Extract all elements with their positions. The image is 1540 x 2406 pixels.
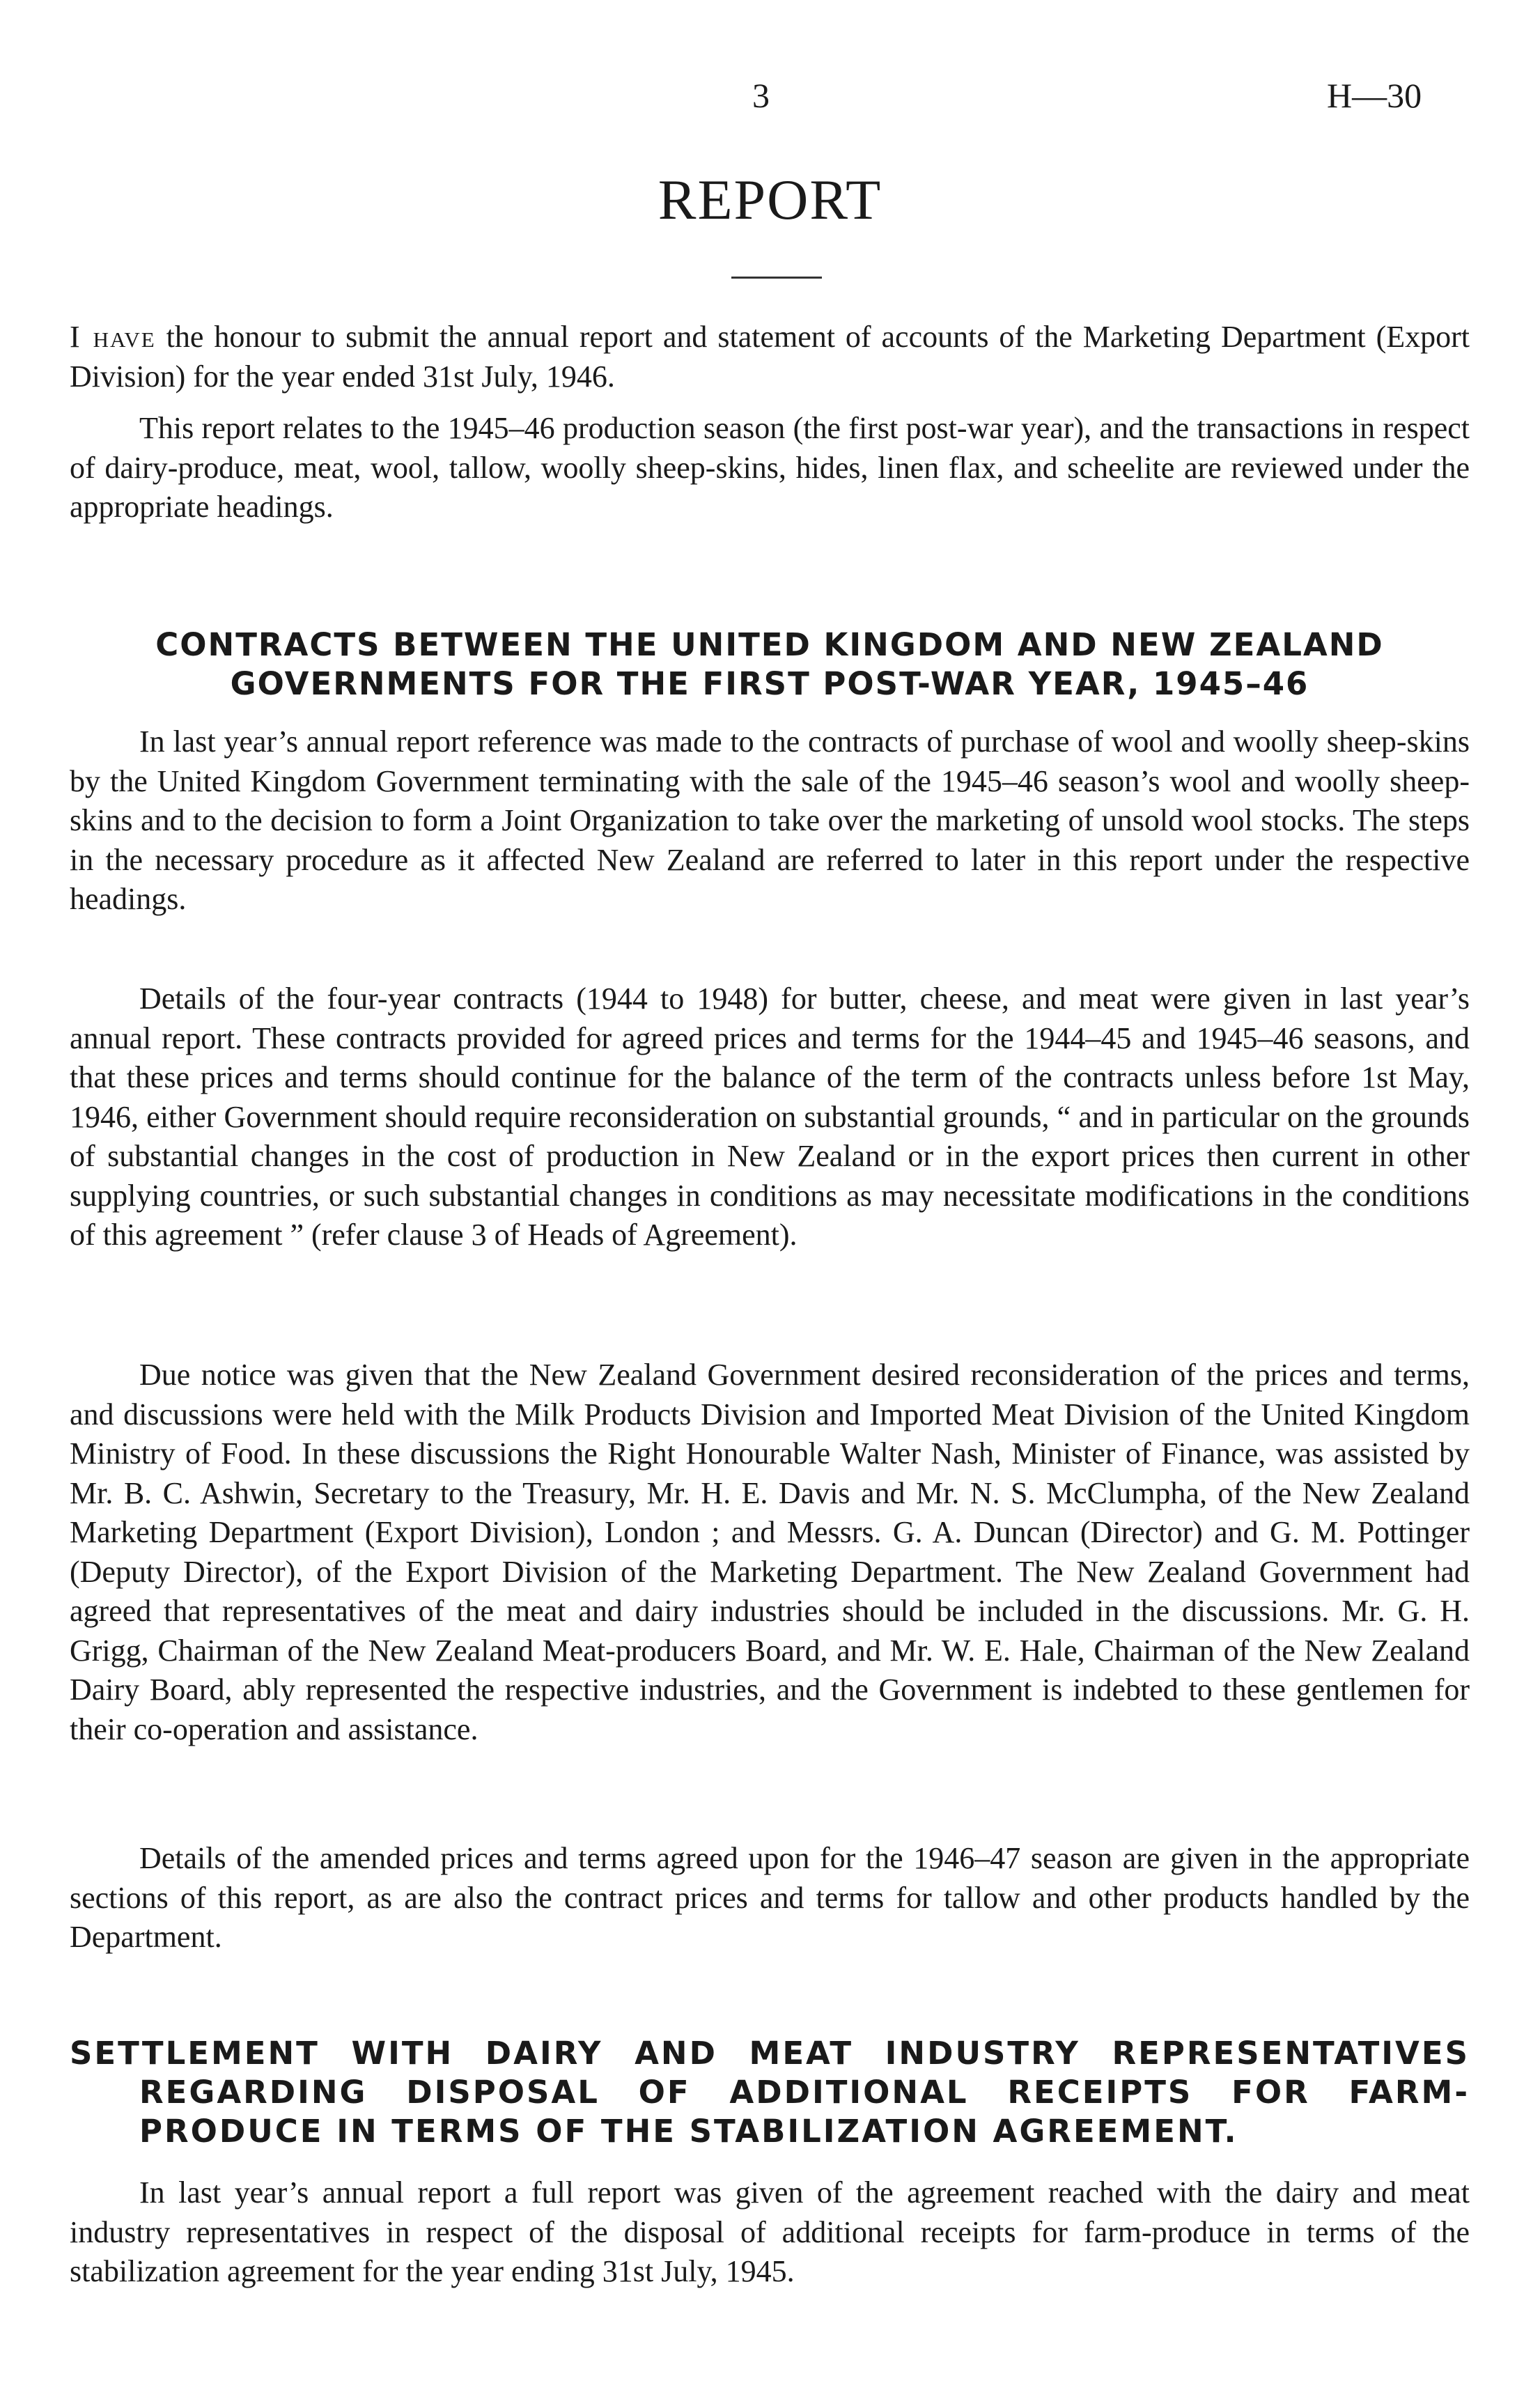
intro-paragraph-1-text: the honour to submit the annual report and statement of accounts of the Marketing Department (Export Division) for the year ended 31st July, 1946. xyxy=(70,320,1470,394)
document-reference: H—30 xyxy=(1327,76,1422,115)
title-rule xyxy=(731,277,822,279)
contracts-paragraph-2: Details of the four-year contracts (1944 to 1948) for butter, cheese, and meat were given in last year’s annual report. These contracts provided for agreed prices and terms for the 1944–45 and 1945–46 seasons, and that these prices and terms should continue for the balance of the term of the contracts unless before 1st May, 1946, either Government should require reconsideration on substantial grounds, “ and in particular on the grounds of substantial changes in the cost of production in New Zealand or in the export prices then current in other supplying countries, or such substantial changes in conditions as may necessitate modifications in the conditions of this agreement ” (refer clause 3 of Heads of Agreement). xyxy=(70,981,1470,1252)
contracts-heading-line-1: CONTRACTS BETWEEN THE UNITED KINGDOM AND NEW ZEALAND xyxy=(155,626,1384,663)
settlement-section-heading: SETTLEMENT WITH DAIRY AND MEAT INDUSTRY REPRESENTATIVES REGARDING DISPOSAL OF ADDITIONAL RECEIPTS FOR FARM-PRODUCE IN TERMS OF THE STABILIZATION AGREEMENT. xyxy=(70,2035,1470,2150)
report-title: REPORT xyxy=(658,168,882,231)
contracts-paragraph-1: In last year’s annual report reference was made to the contracts of purchase of wool and woolly sheep-skins by the United Kingdom Government terminating with the sale of the 1945–46 season’s wool and woolly sheep-skins and to the decision to form a Joint Organization to take over the marketing of unsold wool stocks. The steps in the necessary procedure as it affected New Zealand are referred to later in this report under the respective headings. xyxy=(70,724,1470,916)
intro-paragraph-2: This report relates to the 1945–46 production season (the first post-war year), and the transactions in respect of dairy-produce, meat, wool, tallow, woolly sheep-skins, hides, linen flax, and scheelite are reviewed under the appropriate headings. xyxy=(70,411,1470,524)
page-number: 3 xyxy=(752,76,770,115)
intro-paragraph-1 xyxy=(70,318,1470,396)
contracts-paragraph-4: Details of the amended prices and terms agreed upon for the 1946–47 season are given in the appropriate sections of this report, as are also the contract prices and terms for tallow and other products handled by the Department. xyxy=(70,1841,1470,1954)
contracts-heading-line-2: GOVERNMENTS FOR THE FIRST POST-WAR YEAR, 1945–46 xyxy=(230,665,1309,702)
settlement-paragraph-1: In last year’s annual report a full report was given of the agreement reached with the dairy and meat industry representatives in respect of the disposal of additional receipts for farm-produce in terms of the stabilization agreement for the year ending 31st July, 1945. xyxy=(70,2175,1470,2288)
intro-lead: I have xyxy=(70,320,156,354)
contracts-paragraph-3: Due notice was given that the New Zealand Government desired reconsideration of the prices and terms, and discussions were held with the Milk Products Division and Imported Meat Division of the United Kingdom Ministry of Food. In these discussions the Right Honourable Walter Nash, Minister of Finance, was assisted by Mr. B. C. Ashwin, Secretary to the Treasury, Mr. H. E. Davis and Mr. N. S. McClumpha, of the New Zealand Marketing Department (Export Division), London ; and Messrs. G. A. Duncan (Director) and G. M. Pottinger (Deputy Director), of the Export Division of the Marketing Department. The New Zealand Government had agreed that representatives of the meat and dairy industries should be included in the discussions. Mr. G. H. Grigg, Chairman of the New Zealand Meat-producers Board, and Mr. W. E. Hale, Chairman of the New Zealand Dairy Board, ably represented the respective industries, and the Government is indebted to these gentlemen for their co-operation and assistance. xyxy=(70,1358,1470,1746)
contracts-section-heading xyxy=(70,626,1470,704)
